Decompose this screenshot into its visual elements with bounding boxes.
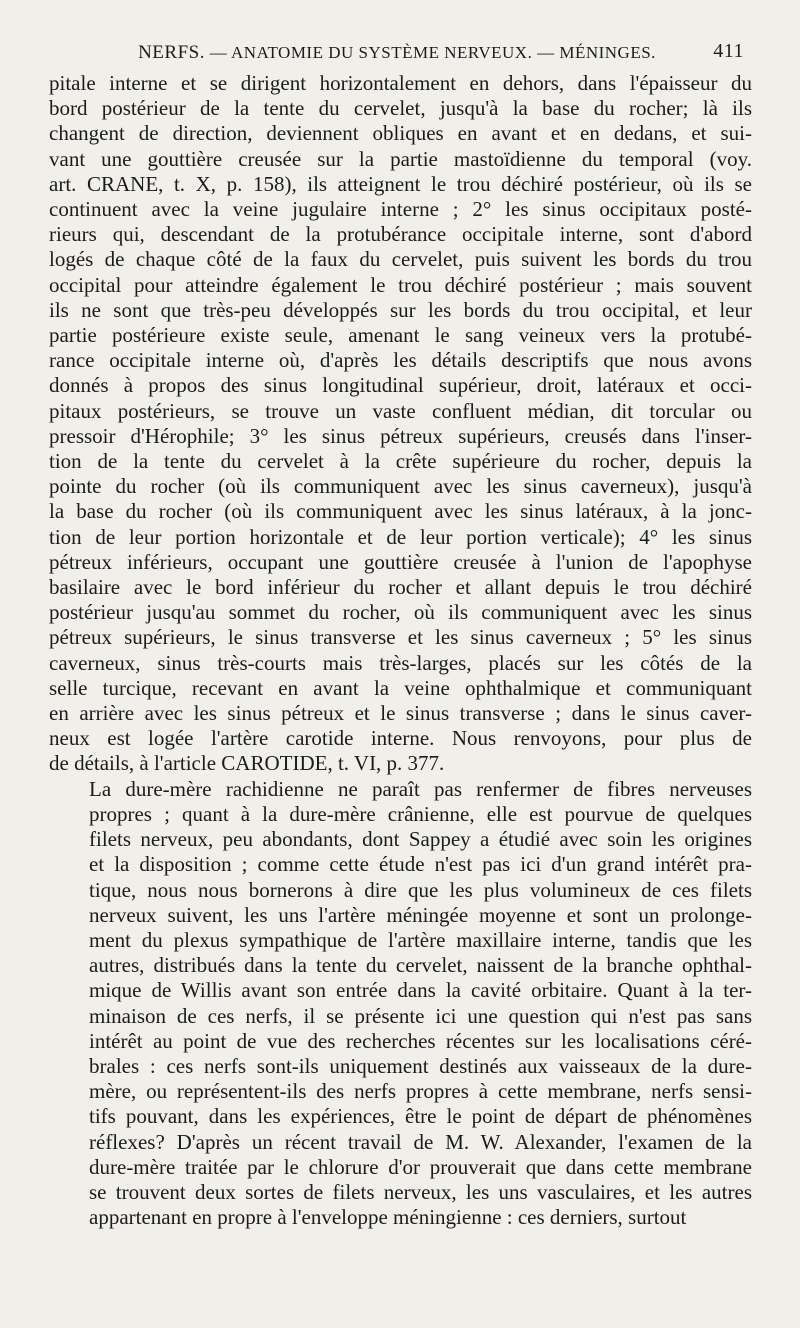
text-line: donnés à propos des sinus longitudinal supérieur, droit, latéraux et occi- (49, 373, 752, 398)
text-line: pitale interne et se dirigent horizontalement en dehors, dans l'épaisseur du (49, 71, 752, 95)
text-line: autres, distribués dans la tente du cervelet, naissent de la branche ophthal- (89, 953, 752, 978)
text-line: tion de la tente du cervelet à la crête supérieure du rocher, depuis la (49, 449, 752, 474)
text-line: pétreux supérieurs, le sinus transverse et les sinus caverneux ; 5° les sinus (49, 625, 752, 650)
running-head (50, 42, 744, 64)
text-line: propres ; quant à la dure-mère crânienne, elle est pourvue de quelques (89, 801, 752, 826)
text-line: vant une gouttière creusée sur la partie mastoïdienne du temporal (voy. (49, 146, 752, 171)
text-line: La dure-mère rachidienne ne paraît pas renfermer de fibres nerveuses (89, 776, 752, 801)
text-line: nerveux suivent, les uns l'artère méningée moyenne et sont un prolonge- (89, 902, 752, 927)
text-line: pointe du rocher (où ils communiquent avec les sinus caverneux), jusqu'à (49, 474, 752, 499)
running-head-left: NERFS. (138, 42, 205, 63)
text-line: rance occipitale interne où, d'après les détails descriptifs que nous avons (49, 348, 752, 373)
text-line: tique, nous nous bornerons à dire que les plus volumineux de ces filets (89, 877, 752, 902)
text-line: de détails, à l'article CAROTIDE, t. VI, p. 377. (49, 751, 445, 776)
text-line: caverneux, sinus très-courts mais très-larges, placés sur les côtés de la (49, 650, 752, 675)
text-line: rieurs qui, descendant de la protubérance occipitale interne, sont d'abord (49, 222, 752, 247)
text-line: se trouvent deux sortes de filets nerveux, les uns vasculaires, et les autres (89, 1179, 752, 1204)
text-line: mique de Willis avant son entrée dans la cavité orbitaire. Quant à la ter- (89, 978, 752, 1003)
text-line: appartenant en propre à l'enveloppe méningienne : ces derniers, surtout (89, 1205, 687, 1230)
text-line: et la disposition ; comme cette étude n'est pas ici d'un grand intérêt pra- (89, 852, 752, 877)
text-line: pitaux postérieurs, se trouve un vaste confluent médian, dit torcular ou (49, 398, 752, 423)
page-number: 411 (713, 40, 744, 62)
running-head-center: — ANATOMIE DU SYSTÈME NERVEUX. — MÉNINGES. (209, 43, 656, 62)
text-line: la base du rocher (où ils communiquent avec les sinus latéraux, à la jonc- (49, 499, 752, 524)
text-line: réflexes? D'après un récent travail de M. W. Alexander, l'examen de la (89, 1129, 752, 1154)
text-line: logés de chaque côté de la faux du cervelet, puis suivent les bords du trou (49, 247, 752, 272)
text-line: tion de leur portion horizontale et de leur portion verticale); 4° les sinus (49, 524, 752, 549)
text-line: pétreux inférieurs, occupant une gouttière creusée à l'union de l'apophyse (49, 549, 752, 574)
text-line: tifs pouvant, dans les expériences, être le point de départ de phénomènes (89, 1104, 752, 1129)
text-line: occipital pour atteindre également le trou déchiré postérieur ; mais souvent (49, 272, 752, 297)
body-text (49, 71, 752, 1230)
text-line: pressoir d'Hérophile; 3° les sinus pétreux supérieurs, creusés dans l'inser- (49, 423, 752, 448)
text-line: postérieur jusqu'au sommet du rocher, où ils communiquent avec les sinus (49, 600, 752, 625)
text-line: mère, ou représentent-ils des nerfs propres à cette membrane, nerfs sensi- (89, 1079, 752, 1104)
text-line: continuent avec la veine jugulaire interne ; 2° les sinus occipitaux posté- (49, 197, 752, 222)
text-line: brales : ces nerfs sont-ils uniquement destinés aux vaisseaux de la dure- (89, 1053, 752, 1078)
running-header (50, 38, 744, 68)
text-line: bord postérieur de la tente du cervelet, jusqu'à la base du rocher; là ils (49, 96, 752, 121)
text-line: changent de direction, deviennent obliques en avant et en dedans, et sui- (49, 121, 752, 146)
text-line: art. CRANE, t. X, p. 158), ils atteignent le trou déchiré postérieur, où ils se (49, 171, 752, 196)
paragraph (49, 777, 752, 1231)
text-line: partie postérieure existe seule, amenant le sang veineux vers la protubé- (49, 323, 752, 348)
text-line: ment du plexus sympathique de l'artère maxillaire interne, tandis que les (89, 927, 752, 952)
text-line: selle turcique, recevant en avant la veine ophthalmique et communiquant (49, 675, 752, 700)
text-line: basilaire avec le bord inférieur du rocher et allant depuis le trou déchiré (49, 575, 752, 600)
text-line: neux est logée l'artère carotide interne. Nous renvoyons, pour plus de (49, 726, 752, 751)
text-line: ils ne sont que très-peu développés sur les bords du trou occipital, et leur (49, 297, 752, 322)
paragraph (49, 71, 752, 777)
text-line: intérêt au point de vue des recherches récentes sur les localisations céré- (89, 1028, 752, 1053)
text-line: minaison de ces nerfs, il se présente ici une question qui n'est pas sans (89, 1003, 752, 1028)
text-line: dure-mère traitée par le chlorure d'or prouverait que dans cette membrane (89, 1154, 752, 1179)
text-line: filets nerveux, peu abondants, dont Sappey a étudié avec soin les origines (89, 827, 752, 852)
text-line: en arrière avec les sinus pétreux et le sinus transverse ; dans le sinus caver- (49, 701, 752, 726)
